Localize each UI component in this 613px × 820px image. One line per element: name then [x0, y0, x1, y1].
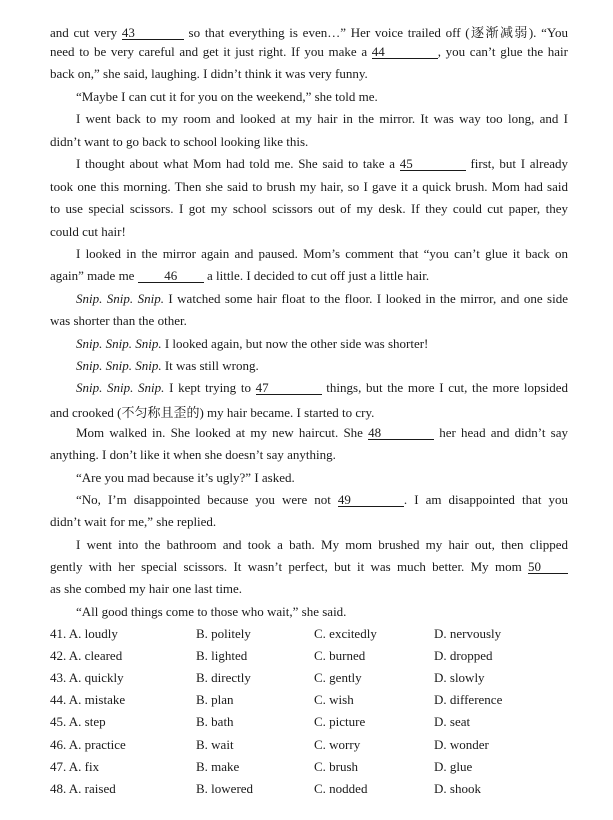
passage-line: “All good things come to those who wait,” she said.	[76, 604, 347, 619]
question-48-options	[50, 781, 570, 799]
option-a[interactable]: 47. A. fix	[50, 759, 100, 774]
question-42-options	[50, 648, 570, 666]
option-d[interactable]: D. glue	[434, 759, 473, 774]
passage-line: as she combed my hair one last time.	[50, 581, 243, 596]
passage-line: and crooked (不匀称且歪的) my hair became. I started to cry.	[50, 405, 375, 420]
option-b[interactable]: B. bath	[196, 714, 234, 729]
question-46-options	[50, 737, 570, 755]
option-b[interactable]: B. lighted	[196, 648, 248, 663]
passage-line: I went into the bathroom and took a bath. My mom brushed my hair out, then clipped	[76, 537, 568, 552]
option-c[interactable]: C. brush	[314, 759, 359, 774]
passage-line: again” made me 46 a little. I decided to cut off just a little hair.	[50, 268, 430, 283]
option-b[interactable]: B. lowered	[196, 781, 254, 796]
option-c[interactable]: C. excitedly	[314, 626, 377, 641]
option-b[interactable]: B. plan	[196, 692, 234, 707]
question-41-options	[50, 626, 570, 644]
option-a[interactable]: 42. A. cleared	[50, 648, 123, 663]
blank-45[interactable]: 45	[400, 157, 466, 171]
blank-46[interactable]: 46	[138, 269, 204, 283]
blank-49[interactable]: 49	[338, 493, 404, 507]
passage-line: I thought about what Mom had told me. She said to take a 45 first, but I already	[76, 156, 568, 171]
option-b[interactable]: B. politely	[196, 626, 251, 641]
option-d[interactable]: D. wonder	[434, 737, 489, 752]
option-a[interactable]: 45. A. step	[50, 714, 106, 729]
option-d[interactable]: D. slowly	[434, 670, 485, 685]
question-44-options	[50, 692, 570, 710]
option-c[interactable]: C. burned	[314, 648, 366, 663]
passage-line: didn’t want to go back to school looking like this.	[50, 134, 309, 149]
option-c[interactable]: C. picture	[314, 714, 366, 729]
passage-line: I looked in the mirror again and paused. Mom’s comment that “you can’t glue it back on	[76, 246, 568, 261]
blank-43[interactable]: 43	[122, 26, 184, 40]
blank-44[interactable]: 44	[372, 45, 438, 59]
passage-line: anything. I don’t like it when she doesn’t say anything.	[50, 447, 336, 462]
passage-line: “Are you mad because it’s ugly?” I asked.	[76, 470, 295, 485]
passage-line: back on,” she said, laughing. I didn’t think it was very funny.	[50, 66, 368, 81]
option-b[interactable]: B. make	[196, 759, 240, 774]
question-47-options	[50, 759, 570, 777]
passage-line: didn’t wait for me,” she replied.	[50, 514, 217, 529]
option-c[interactable]: C. worry	[314, 737, 361, 752]
passage-line: was shorter than the other.	[50, 313, 187, 328]
option-a[interactable]: 48. A. raised	[50, 781, 116, 796]
question-43-options	[50, 670, 570, 688]
option-c[interactable]: C. wish	[314, 692, 354, 707]
option-a[interactable]: 41. A. loudly	[50, 626, 118, 641]
blank-47[interactable]: 47	[256, 381, 322, 395]
option-a[interactable]: 43. A. quickly	[50, 670, 124, 685]
passage-line: gently with her special scissors. It wasn’t perfect, but it was much better. My mom 50	[50, 559, 568, 575]
option-d[interactable]: D. nervously	[434, 626, 502, 641]
passage-line: Snip. Snip. Snip. I watched some hair float to the floor. I looked in the mirror, and one side	[76, 291, 568, 306]
passage-line: “Maybe I can cut it for you on the weekend,” she told me.	[76, 89, 378, 104]
option-d[interactable]: D. dropped	[434, 648, 493, 663]
blank-48[interactable]: 48	[368, 426, 434, 440]
option-b[interactable]: B. wait	[196, 737, 234, 752]
blank-50[interactable]: 50	[528, 560, 568, 574]
passage-line: need to be very careful and get it just right. If you make a 44 , you can’t glue the hair	[50, 44, 568, 59]
option-d[interactable]: D. shook	[434, 781, 481, 796]
option-c[interactable]: C. nodded	[314, 781, 368, 796]
option-d[interactable]: D. seat	[434, 714, 471, 729]
passage-line: and cut very 43 so that everything is even…” Her voice trailed off (逐渐减弱). “You	[50, 25, 568, 40]
question-45-options	[50, 714, 570, 732]
option-d[interactable]: D. difference	[434, 692, 503, 707]
option-c[interactable]: C. gently	[314, 670, 362, 685]
passage-line: took one this morning. Then she said to brush my hair, so I gave it a quick brush. Mom had said	[50, 179, 568, 194]
passage-line: could cut hair!	[50, 224, 126, 239]
passage-line: Snip. Snip. Snip. It was still wrong.	[76, 358, 259, 373]
passage-line: Mom walked in. She looked at my new haircut. She 48 her head and didn’t say	[76, 425, 568, 440]
passage-line: Snip. Snip. Snip. I looked again, but now the other side was shorter!	[76, 336, 429, 351]
passage-line: I went back to my room and looked at my hair in the mirror. It was way too long, and I	[76, 111, 568, 126]
option-a[interactable]: 44. A. mistake	[50, 692, 126, 707]
option-a[interactable]: 46. A. practice	[50, 737, 126, 752]
passage-line: Snip. Snip. Snip. I kept trying to 47 things, but the more I cut, the more lopsided	[76, 380, 568, 395]
option-b[interactable]: B. directly	[196, 670, 251, 685]
passage-line: to use special scissors. I got my school scissors out of my desk. If they could cut paper, they	[50, 201, 568, 216]
passage-line: “No, I’m disappointed because you were not 49 . I am disappointed that you	[76, 492, 568, 507]
